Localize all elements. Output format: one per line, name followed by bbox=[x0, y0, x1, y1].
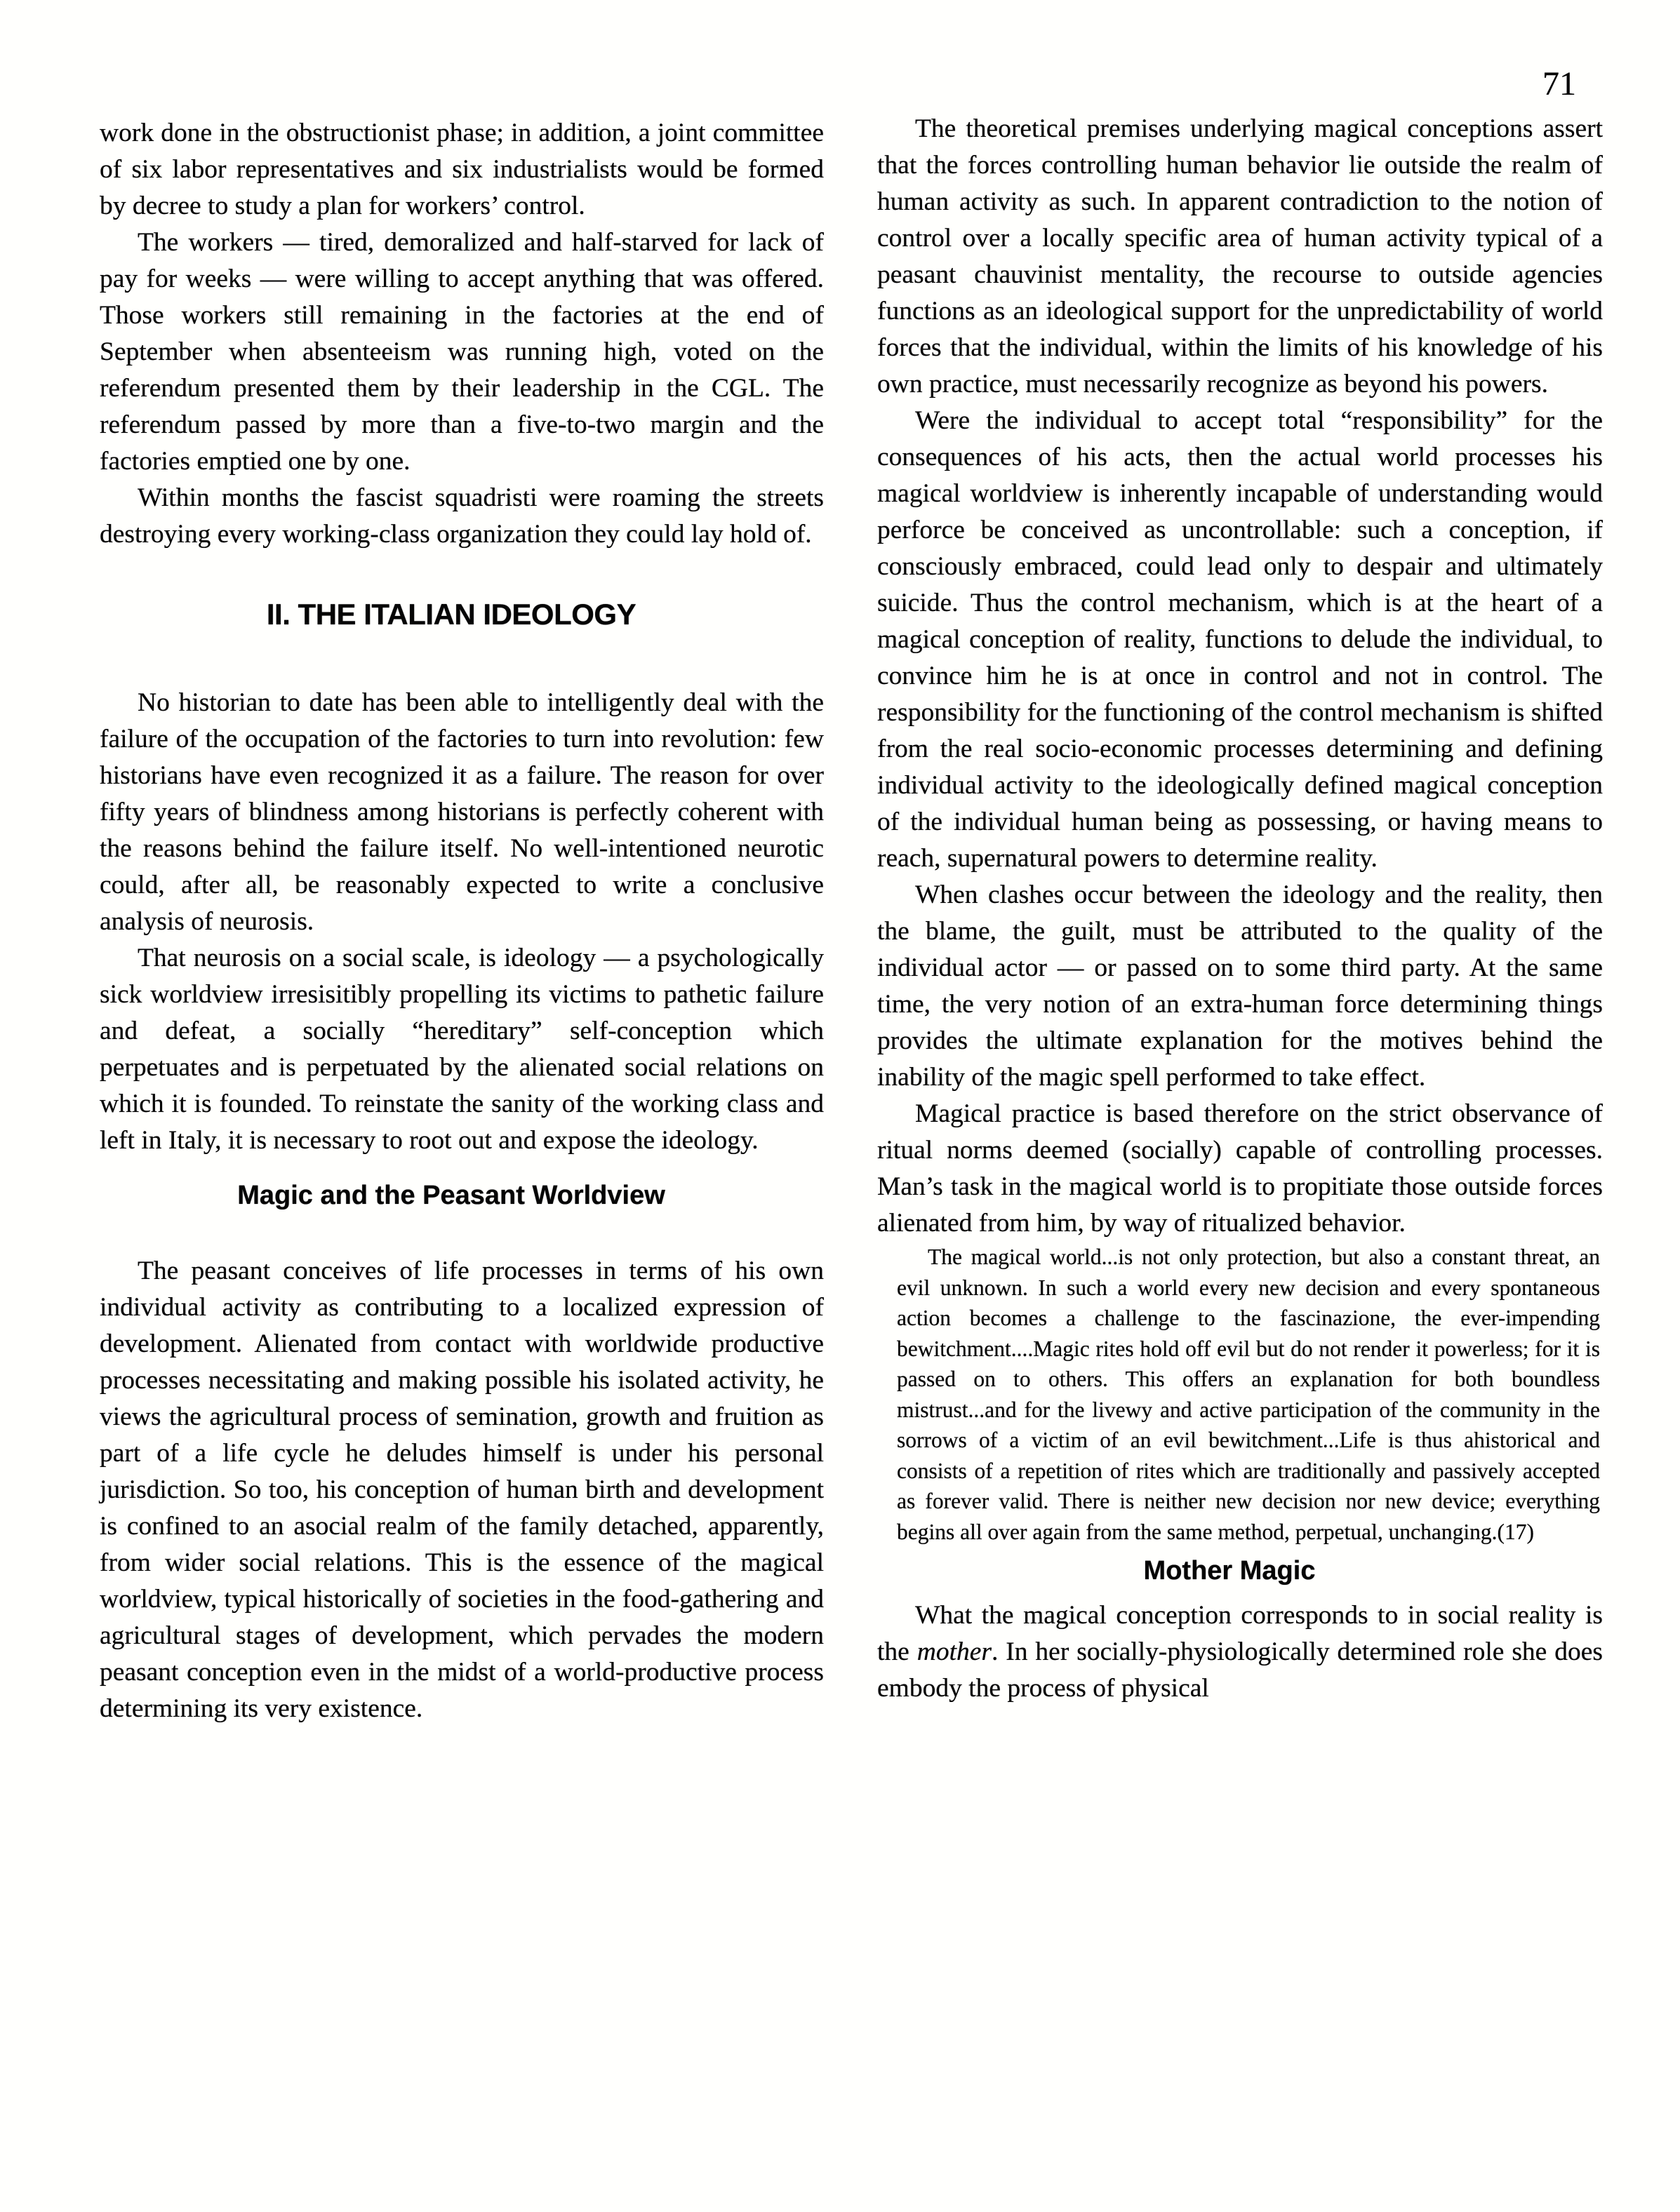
page-number: 71 bbox=[1542, 65, 1576, 102]
left-column bbox=[100, 115, 824, 1727]
paragraph-mother bbox=[877, 1597, 1603, 1707]
section-heading-italian-ideology: II. THE ITALIAN IDEOLOGY bbox=[266, 598, 636, 631]
paragraph-magical-practice: Magical practice is based therefore on the strict observance of ritual norms deemed (socially) capable of controlling processes. Man’s task in the magical world is to propitiate those outside forces alienated from him, by way of ritualized behavior. bbox=[877, 1099, 1603, 1238]
paragraph-workers-control: work done in the obstructionist phase; in addition, a joint committee of six labor representatives and six industrialists would be formed by decree to study a plan for workers’ control. bbox=[100, 119, 824, 220]
paragraph-that-neurosis: That neurosis on a social scale, is ideology — a psychologically sick worldview irresisitibly propelling its victims to pathetic failure and defeat, a socially “hereditary” self-conception which perpetuates and is perpetuated by the alienated social relations on which it is founded. To reinstate the sanity of the working class and left in Italy, it is necessary to root out and expose the ideology. bbox=[100, 944, 824, 1155]
right-column bbox=[877, 111, 1603, 1707]
sub-heading-magic-peasant-worldview: Magic and the Peasant Worldview bbox=[237, 1181, 665, 1210]
paragraph-mother-pre: What the magical conception corresponds to in social reality is the bbox=[877, 1601, 1603, 1666]
paragraph-mother-post: . In her socially-physiologically determined role she does embody the process of physical bbox=[877, 1637, 1603, 1703]
paragraph-within-months: Within months the fascist squadristi were roaming the streets destroying every working-class organization they could lay hold of. bbox=[100, 483, 824, 549]
italic-term-mother: mother bbox=[916, 1637, 992, 1666]
paragraph-when-clashes: When clashes occur between the ideology and the reality, then the blame, the guilt, must be attributed to the quality of the individual actor — or passed on to some third party. At the same time, the very notion of an extra-human force determining things provides the ultimate explanation for the motives behind the inability of the magic spell performed to take effect. bbox=[877, 880, 1603, 1092]
paragraph-theoretical-premises: The theoretical premises underlying magical conceptions assert that the forces controlling human behavior lie outside the realm of human activity as such. In apparent contradiction to the notion of control over a locally specific area of human activity typical of a peasant chauvinist mentality, the recourse to outside agencies functions as an ideological support for the unpredictability of world forces that the individual, within the limits of his knowledge of his own practice, must necessarily recognize as beyond his powers. bbox=[877, 114, 1603, 398]
block-quote-magical-world: The magical world...is not only protection, but also a constant threat, an evil unknown. In such a world every new decision and every spontaneous action becomes a challenge to the fascinazione, the ever-impending bewitchment....Magic rites hold off evil but do not render it powerless; for it is passed on to others. This offers an explanation for both boundless mistrust...and for the livewy and active participation of the community in the sorrows of a victim of an evil bewitchment...Life is thus ahistorical and consists of a repetition of rites which are traditionally and passively accepted as forever valid. There is neither new decision nor new device; everything begins all over again from the same method, perpetual, unchanging.(17) bbox=[897, 1245, 1600, 1544]
paragraph-peasant-conceives: The peasant conceives of life processes in terms of his own individual activity as contributing to a localized expression of development. Alienated from contact with worldwide productive processes necessitating and making possible his isolated activity, he views the agricultural process of semination, growth and fruition as part of a life cycle he deludes himself is under his personal jurisdiction. So too, his conception of human birth and development is confined to an asocial realm of the family detached, apparently, from wider social relations. This is the essence of the magical worldview, typical historically of societies in the food-gathering and agricultural stages of development, which pervades the modern peasant conception even in the midst of a world-productive process determining its very existence. bbox=[100, 1256, 824, 1723]
paragraph-workers-tired: The workers — tired, demoralized and half-starved for lack of pay for weeks — were willing to accept anything that was offered. Those workers still remaining in the factories at the end of September when absenteeism was running high, voted on the referendum presented them by their leadership in the CGL. The referendum passed by more than a five-to-two margin and the factories emptied one by one. bbox=[100, 228, 824, 476]
paragraph-no-historian: No historian to date has been able to intelligently deal with the failure of the occupation of the factories to turn into revolution: few historians have even recognized it as a failure. The reason for over fifty years of blindness among historians is perfectly coherent with the reasons behind the failure itself. No well-intentioned neurotic could, after all, be reasonably expected to write a conclusive analysis of neurosis. bbox=[100, 688, 824, 936]
paragraph-were-the-individual: Were the individual to accept total “responsibility” for the consequences of his acts, then the actual world processes his magical worldview is inherently incapable of understanding would perforce be conceived as uncontrollable: such a conception, if consciously embraced, could lead only to despair and ultimately suicide. Thus the control mechanism, which is at the heart of a magical conception of reality, functions to delude the individual, to convince him he is at once in control and not in control. The responsibility for the functioning of the control mechanism is shifted from the real socio-economic processes determining and defining individual activity to the ideologically defined magical conception of the individual human being as possessing, or having means to reach, supernatural powers to determine reality. bbox=[877, 406, 1603, 873]
sub-heading-mother-magic: Mother Magic bbox=[1143, 1556, 1316, 1586]
